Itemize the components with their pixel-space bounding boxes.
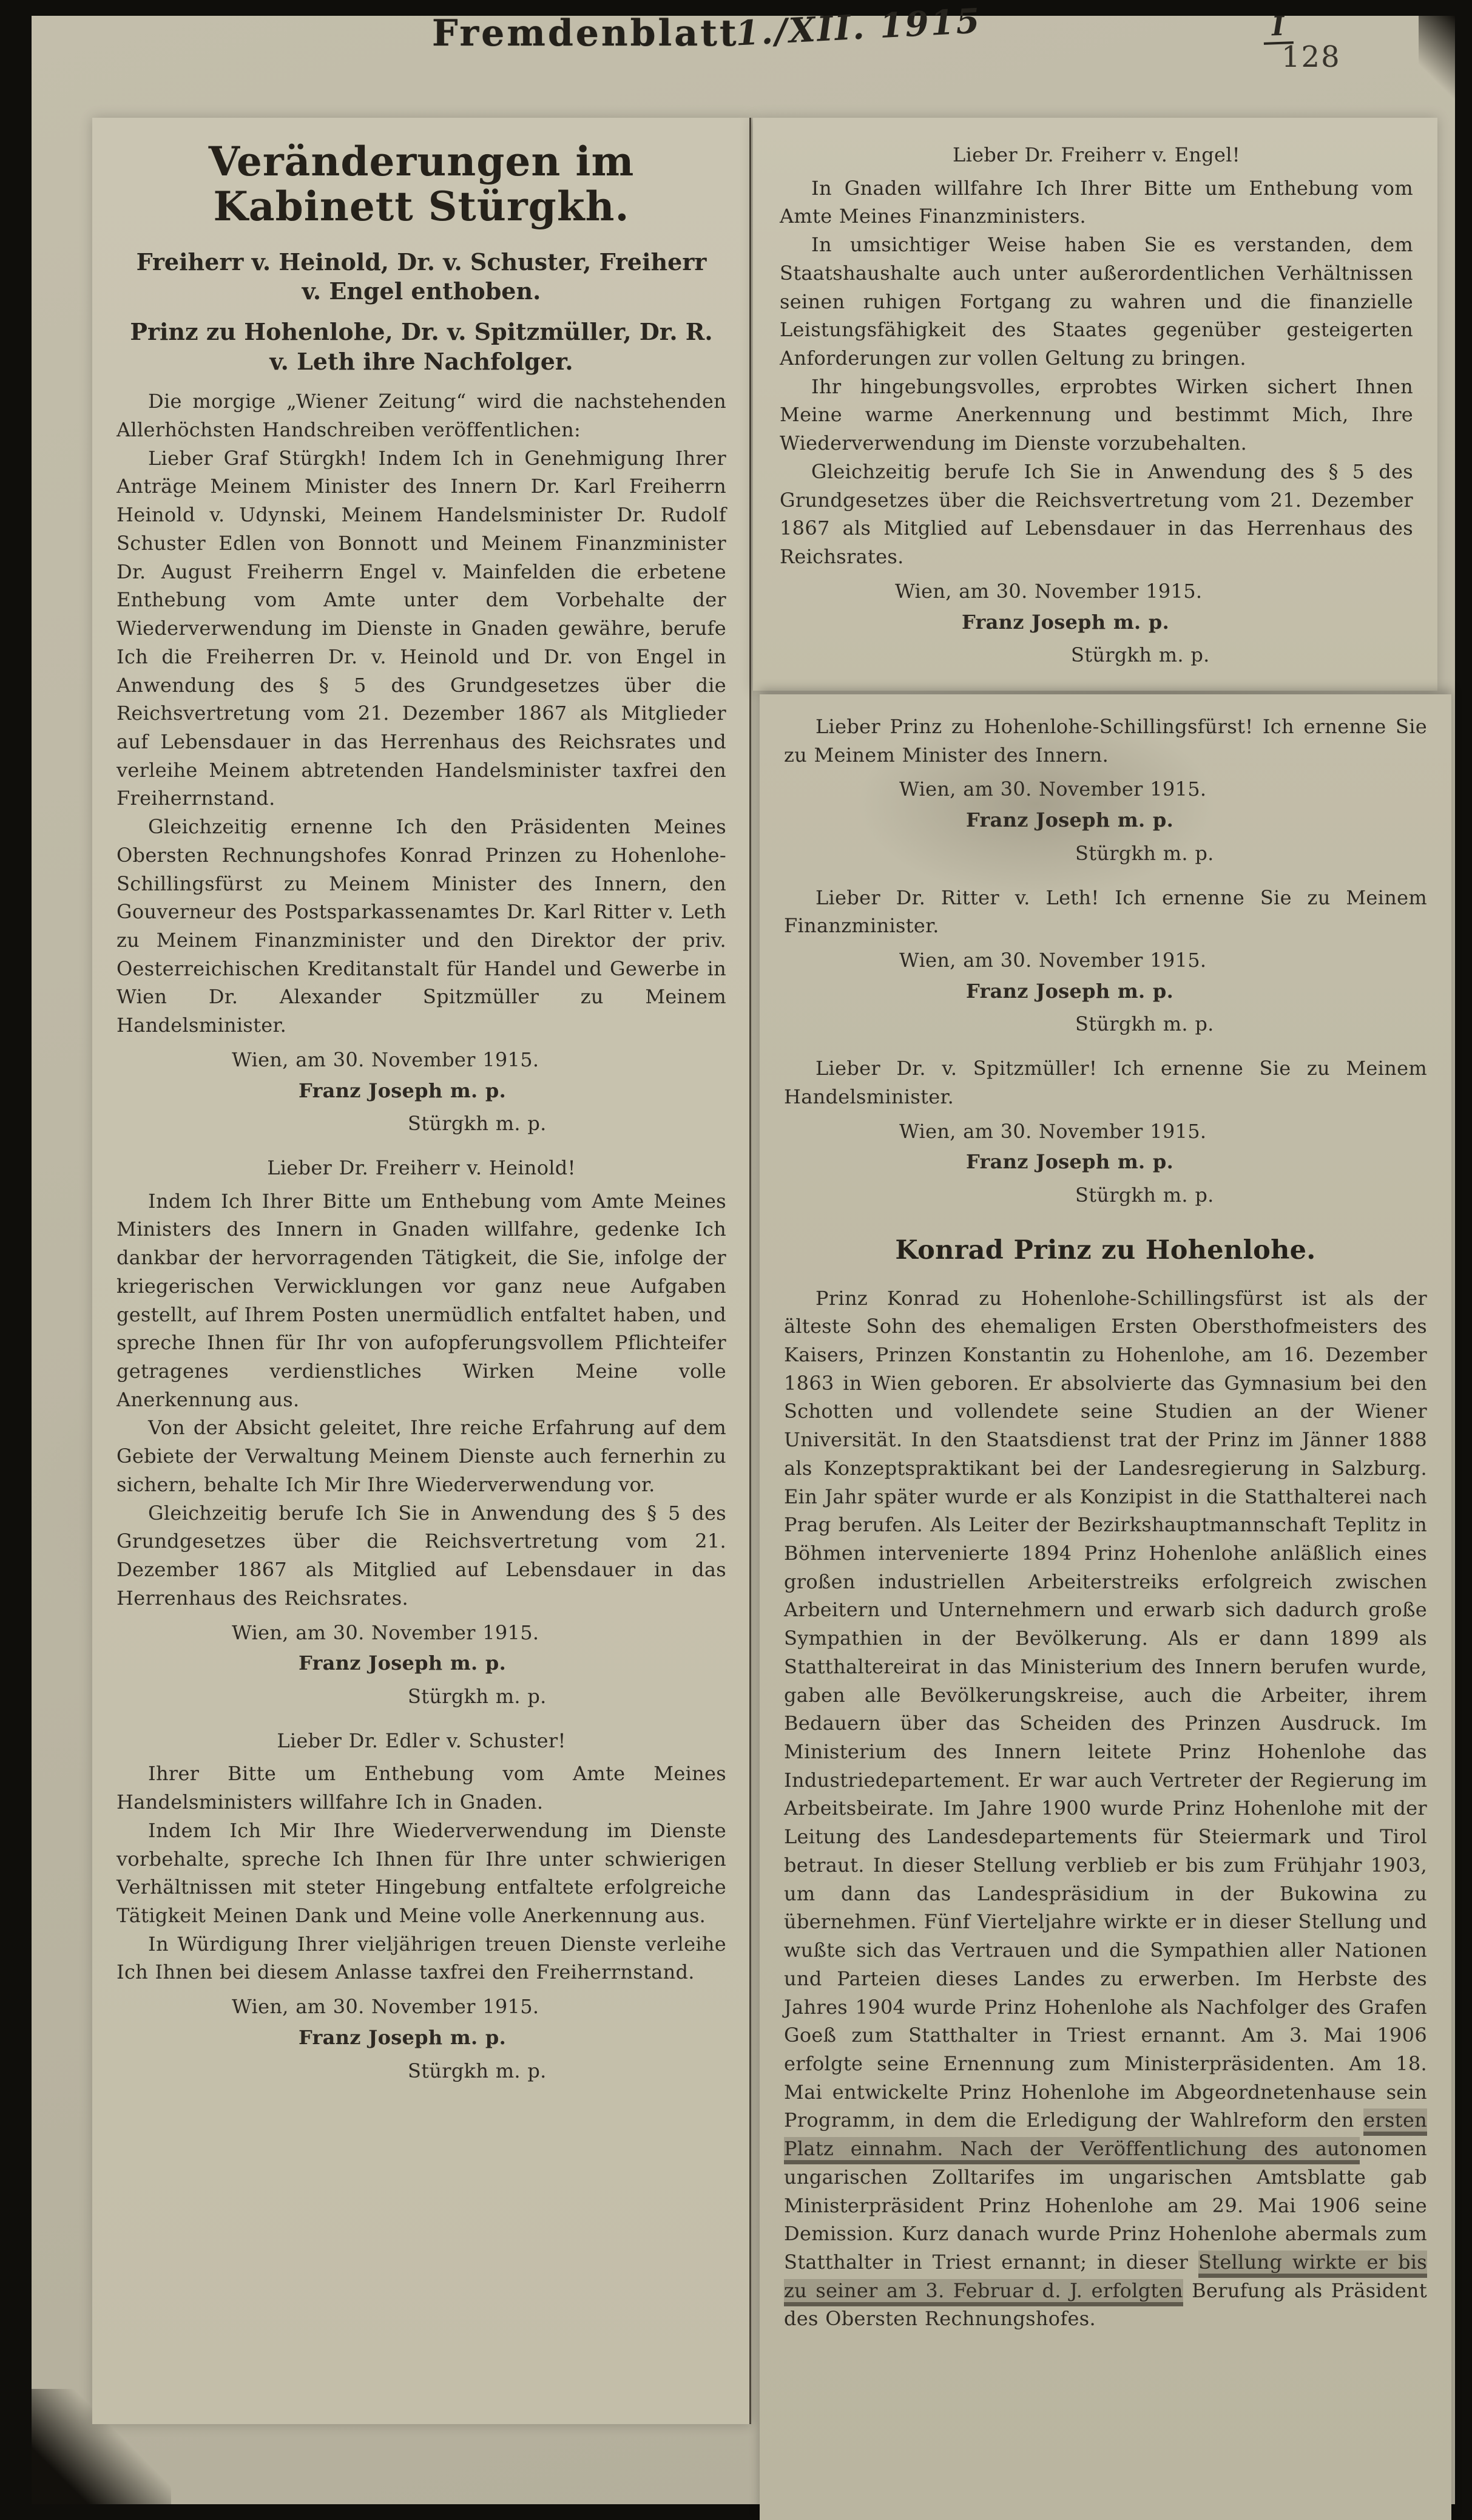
text-block-p — [784, 1284, 1427, 2334]
text-segment: Von der Absicht geleitet, Ihre reiche Erfahrung auf dem Gebiete der Verwaltung Meinem Dienste auch fernerhin zu sichern, behalte Ich Mir Ihre Wiederverwendung vor. — [116, 1416, 726, 1496]
text-block-date — [899, 775, 1427, 804]
text-segment: Wien, am 30. November 1915. — [232, 1621, 539, 1644]
text-block-p — [116, 387, 726, 444]
clipping-right-column-top — [753, 118, 1437, 691]
text-segment: Stürgkh m. p. — [408, 1112, 547, 1136]
right-column-bottom-text — [784, 713, 1427, 2333]
text-block-p — [116, 444, 726, 813]
text-segment: Lieber Graf Stürgkh! Indem Ich in Genehmigung Ihrer Anträge Meinem Minister des Innern Dr. Karl Freiherrn Heinold v. Udynski, Meinem Handelsminister Dr. Rudolf Schuster Edlen von Bonnott und Meinem Finanzminister Dr. August Freiherrn Engel v. Mainfelden die erbetene Enthebung vom Amte unter dem Vorbehalte der Wiederverwendung im Dienste in Gnaden gewähre, berufe Ich die Freiherren Dr. v. Heinold und Dr. von Engel in Anwendung des § 5 des Grundgesetzes über die Reichsvertretung vom 21. Dezember 1867 als Mitglieder auf Lebensdauer in das Herrenhaus des Reichsrates und verleihe Meinem abtretenden Handelsminister taxfrei den Freiherrnstand. — [116, 446, 726, 810]
text-segment: Die morgige „Wiener Zeitung“ wird die nachstehenden Allerhöchsten Handschreiben veröffentlichen: — [116, 390, 726, 442]
text-segment: In umsichtiger Weise haben Sie es verstanden, dem Staatshaushalte auch unter außerordentlichen Verhältnissen seinen ruhigen Fortgang zu wahren und die finanzielle Leistungsfähigkeit des Staates gegenüber gesteigerten Anforderungen zur vollen Geltung zu bringen. — [780, 233, 1413, 370]
text-block-sig — [962, 608, 1413, 637]
article-title: Veränderungen im Kabinett Stürgkh. — [208, 138, 635, 230]
text-segment: nomen ungarischen Zolltarifes im ungarischen Amtsblatte gab Ministerpräsident Prinz Hohenlohe am 29. Mai 1906 seine Demission. Kurz danach wurde Prinz Hohenlohe abermals zum Statthalter in Triest ernannt; in dieser — [784, 2137, 1427, 2274]
masthead-title: Fremdenblatt — [432, 12, 739, 55]
text-segment: In Gnaden willfahre Ich Ihrer Bitte um Enthebung vom Amte Meines Finanzministers. — [780, 176, 1413, 228]
clipping-left-column — [92, 118, 751, 2424]
text-block-p — [784, 884, 1427, 940]
text-block-p — [780, 231, 1413, 373]
text-segment: Franz Joseph m. p. — [299, 1079, 507, 1102]
text-block-p — [116, 1817, 726, 1930]
article-subtitle-1: Freiherr v. Heinold, Dr. v. Schuster, Freiherr v. Engel enthoben. — [136, 248, 707, 305]
text-segment: Stürgkh m. p. — [1071, 643, 1210, 667]
text-segment: Wien, am 30. November 1915. — [899, 777, 1207, 801]
text-segment: Franz Joseph m. p. — [299, 1651, 507, 1675]
text-block-sig — [299, 1649, 726, 1678]
text-segment: Indem Ich Ihrer Bitte um Enthebung vom Amte Meines Ministers des Innern in Gnaden willfahre, gedenke Ich dankbar der hervorragenden Tätigkeit, die Sie, infolge der kriegerischen Verwicklungen vor ganz neue Aufgaben gestellt, auf Ihrem Posten unermüdlich entfaltet haben, und spreche Ihnen für Ihr von aufopferungsvollem Pflichteifer getragenes verdienstliches Wirken Meine volle Anerkennung aus. — [116, 1189, 726, 1411]
text-block-p — [784, 1054, 1427, 1111]
text-segment: Prinz Konrad zu Hohenlohe-Schillingsfürst ist als der älteste Sohn des ehemaligen Ersten Obersthofmeisters des Kaisers, Prinzen Konstantin zu Hohenlohe, am 16. Dezember 1863 in Wien geboren. Er absolvierte das Gymnasium bei den Schotten und vollendete seine Studien an der Wiener Universität. In den Staatsdienst trat der Prinz im Jänner 1888 als Konzeptspraktikant bei der Landesregierung in Salzburg. Ein Jahr später wurde er als Konzipist in die Statthalterei nach Prag berufen. Als Leiter der Bezirkshauptmannschaft Teplitz in Böhmen intervenierte 1894 Prinz Hohenlohe anläßlich eines großen industriellen Arbeiterstreiks erfolgreich zwischen Arbeitern und Unternehmern und erwarb sich dadurch große Sympathien in der Bevölkerung. Als er dann 1899 als Statthaltereirat in das Ministerium des Innern berufen wurde, gaben alle Bevölkerungskreise, auch die Arbeiter, ihrem Bedauern über das Scheiden des Prinzen Ausdruck. Im Ministerium des Innern leitete Prinz Hohenlohe das Industriedepartement. Er war auch Vertreter der Regierung im Arbeitsbeirate. Im Jahre 1900 wurde Prinz Hohenlohe mit der Leitung des Landesdepartements für Steiermark und Tirol betraut. In dieser Stellung verblieb er bis zum Frühjahr 1903, um dann das Landespräsidium in der Bukowina zu übernehmen. Fünf Vierteljahre wirkte er in dieser Stellung und wußte sich das Vertrauen und die Sympathien aller Nationen und Parteien dieses Landes zu erwerben. Im Herbste des Jahres 1904 wurde Prinz Hohenlohe als Nachfolger des Grafen Goeß zum Statthalter in Triest ernannt. Am 3. Mai 1906 erfolgte seine Ernennung zum Ministerpräsidenten. Am 18. Mai entwickelte Prinz Hohenlohe im Abgeordnetenhause sein Programm, in dem die Erledigung der Wahlreform den — [784, 1286, 1427, 2132]
text-segment: Wien, am 30. November 1915. — [895, 579, 1203, 603]
text-segment: Stürgkh m. p. — [408, 2059, 547, 2082]
text-segment: Franz Joseph m. p. — [966, 808, 1174, 832]
text-block-date — [232, 1619, 726, 1647]
text-segment: Lieber Dr. v. Spitzmüller! Ich ernenne Sie zu Meinem Handelsminister. — [784, 1057, 1427, 1108]
text-block-sig — [299, 1077, 726, 1105]
text-block-salut — [116, 1727, 726, 1755]
text-block-sig2 — [408, 1682, 726, 1711]
pencil-underline-mark: Stellung wirkte er bis zu seiner am 3. Februar d. J. erfolgten — [784, 2251, 1427, 2306]
text-segment: Lieber Dr. Ritter v. Leth! Ich ernenne Sie zu Meinem Finanzminister. — [784, 886, 1427, 938]
text-block-p — [116, 1760, 726, 1816]
text-block-p — [780, 174, 1413, 231]
text-block-p — [780, 458, 1413, 571]
text-block-head — [784, 1231, 1427, 1270]
pencil-underline-mark: ersten Platz einnahm. Nach der Veröffentlichung des auto — [784, 2108, 1427, 2164]
text-block-date — [232, 1046, 726, 1074]
text-block-sig2 — [1075, 839, 1427, 868]
text-block-p — [116, 813, 726, 1040]
text-block-sig — [966, 806, 1427, 835]
handwritten-folio-mark: I — [1263, 10, 1293, 45]
text-segment: Lieber Dr. Edler v. Schuster! — [277, 1729, 566, 1752]
text-segment: Wien, am 30. November 1915. — [232, 1048, 539, 1071]
text-block-p — [116, 1930, 726, 1987]
article-subtitle-2: Prinz zu Hohenlohe, Dr. v. Spitzmüller, Dr. R. v. Leth ihre Nachfolger. — [130, 318, 713, 375]
text-segment: Stürgkh m. p. — [1075, 841, 1214, 865]
text-block-p — [780, 373, 1413, 458]
text-block-sig — [966, 1148, 1427, 1176]
text-block-sig2 — [408, 1109, 726, 1138]
text-segment: Franz Joseph m. p. — [299, 2025, 507, 2049]
text-block-salut — [780, 141, 1413, 169]
text-segment: Stürgkh m. p. — [1075, 1184, 1214, 1207]
text-segment: Stürgkh m. p. — [1075, 1012, 1214, 1036]
text-block-sig2 — [1075, 1181, 1427, 1210]
text-block-sig2 — [1071, 641, 1413, 669]
text-segment: Wien, am 30. November 1915. — [899, 1119, 1207, 1143]
text-segment: Franz Joseph m. p. — [966, 1150, 1174, 1174]
text-block-p — [116, 1414, 726, 1499]
text-block-sig — [299, 2024, 726, 2052]
page-number: 128 — [1281, 40, 1341, 74]
left-column-text — [116, 387, 726, 2085]
text-segment: Lieber Prinz zu Hohenlohe-Schillingsfürst! Ich ernenne Sie zu Meinem Minister des Innern. — [784, 715, 1427, 767]
text-block-p — [116, 1499, 726, 1613]
text-segment: In Würdigung Ihrer vieljährigen treuen Dienste verleihe Ich Ihnen bei diesem Anlasse taxfrei den Freiherrnstand. — [116, 1932, 726, 1984]
paper-background — [32, 1, 1455, 2504]
text-segment: Lieber Dr. Freiherr v. Engel! — [953, 143, 1240, 166]
text-block-date — [899, 946, 1427, 975]
right-column-top-text — [780, 141, 1413, 669]
text-block-date — [899, 1117, 1427, 1146]
text-block-sig2 — [408, 2057, 726, 2085]
text-segment: Lieber Dr. Freiherr v. Heinold! — [267, 1156, 576, 1179]
clipping-right-column-bottom — [760, 694, 1451, 2520]
text-segment: Gleichzeitig berufe Ich Sie in Anwendung des § 5 des Grundgesetzes über die Reichsvertretung vom 21. Dezember 1867 als Mitglied auf Lebensdauer in das Herrenhaus des Reichsrates. — [116, 1501, 726, 1610]
text-block-p — [116, 1187, 726, 1414]
text-segment: Ihr hingebungsvolles, erprobtes Wirken sichert Ihnen Meine warme Anerkennung und bestimmt Mich, Ihre Wiederverwendung im Dienste vorzubehalten. — [780, 374, 1413, 455]
text-segment: Wien, am 30. November 1915. — [232, 1995, 539, 2019]
text-segment: Konrad Prinz zu Hohenlohe. — [895, 1235, 1316, 1265]
text-segment: Gleichzeitig berufe Ich Sie in Anwendung des § 5 des Grundgesetzes über die Reichsvertretung vom 21. Dezember 1867 als Mitglied auf Lebensdauer in das Herrenhaus des Reichsrates. — [780, 459, 1413, 569]
text-segment: Berufung als Präsident des Obersten Rechnungshofes. — [784, 2278, 1427, 2331]
text-segment: Wien, am 30. November 1915. — [899, 949, 1207, 972]
text-block-p — [784, 713, 1427, 769]
text-segment: Franz Joseph m. p. — [966, 979, 1174, 1003]
text-block-date — [895, 577, 1413, 606]
text-segment: Indem Ich Mir Ihre Wiederverwendung im Dienste vorbehalte, spreche Ich Ihnen für Ihre unter schwierigen Verhältnissen mit steter Hingebung entfaltete erfolgreiche Tätigkeit Meinen Dank und Meine volle Anerkennung aus. — [116, 1818, 726, 1927]
text-segment: Stürgkh m. p. — [408, 1684, 547, 1708]
text-block-sig2 — [1075, 1010, 1427, 1038]
text-segment: Franz Joseph m. p. — [962, 610, 1170, 634]
text-block-sig — [966, 977, 1427, 1006]
text-block-date — [232, 1993, 726, 2021]
text-segment: Gleichzeitig ernenne Ich den Präsidenten Meines Obersten Rechnungshofes Konrad Prinzen zu Hohenlohe-Schillingsfürst zu Meinem Minister des Innern, den Gouverneur des Postsparkassenamtes Dr. Karl Ritter v. Leth zu Meinem Finanzminister und den Direktor der priv. Oesterreichischen Kreditanstalt für Handel und Gewerbe in Wien Dr. Alexander Spitzmüller zu Meinem Handelsminister. — [116, 815, 726, 1037]
text-segment: Ihrer Bitte um Enthebung vom Amte Meines Handelsministers willfahre Ich in Gnaden. — [116, 1762, 726, 1814]
handwritten-date-annotation: 1./XII. 1915 — [734, 1, 983, 54]
text-block-salut — [116, 1154, 726, 1182]
